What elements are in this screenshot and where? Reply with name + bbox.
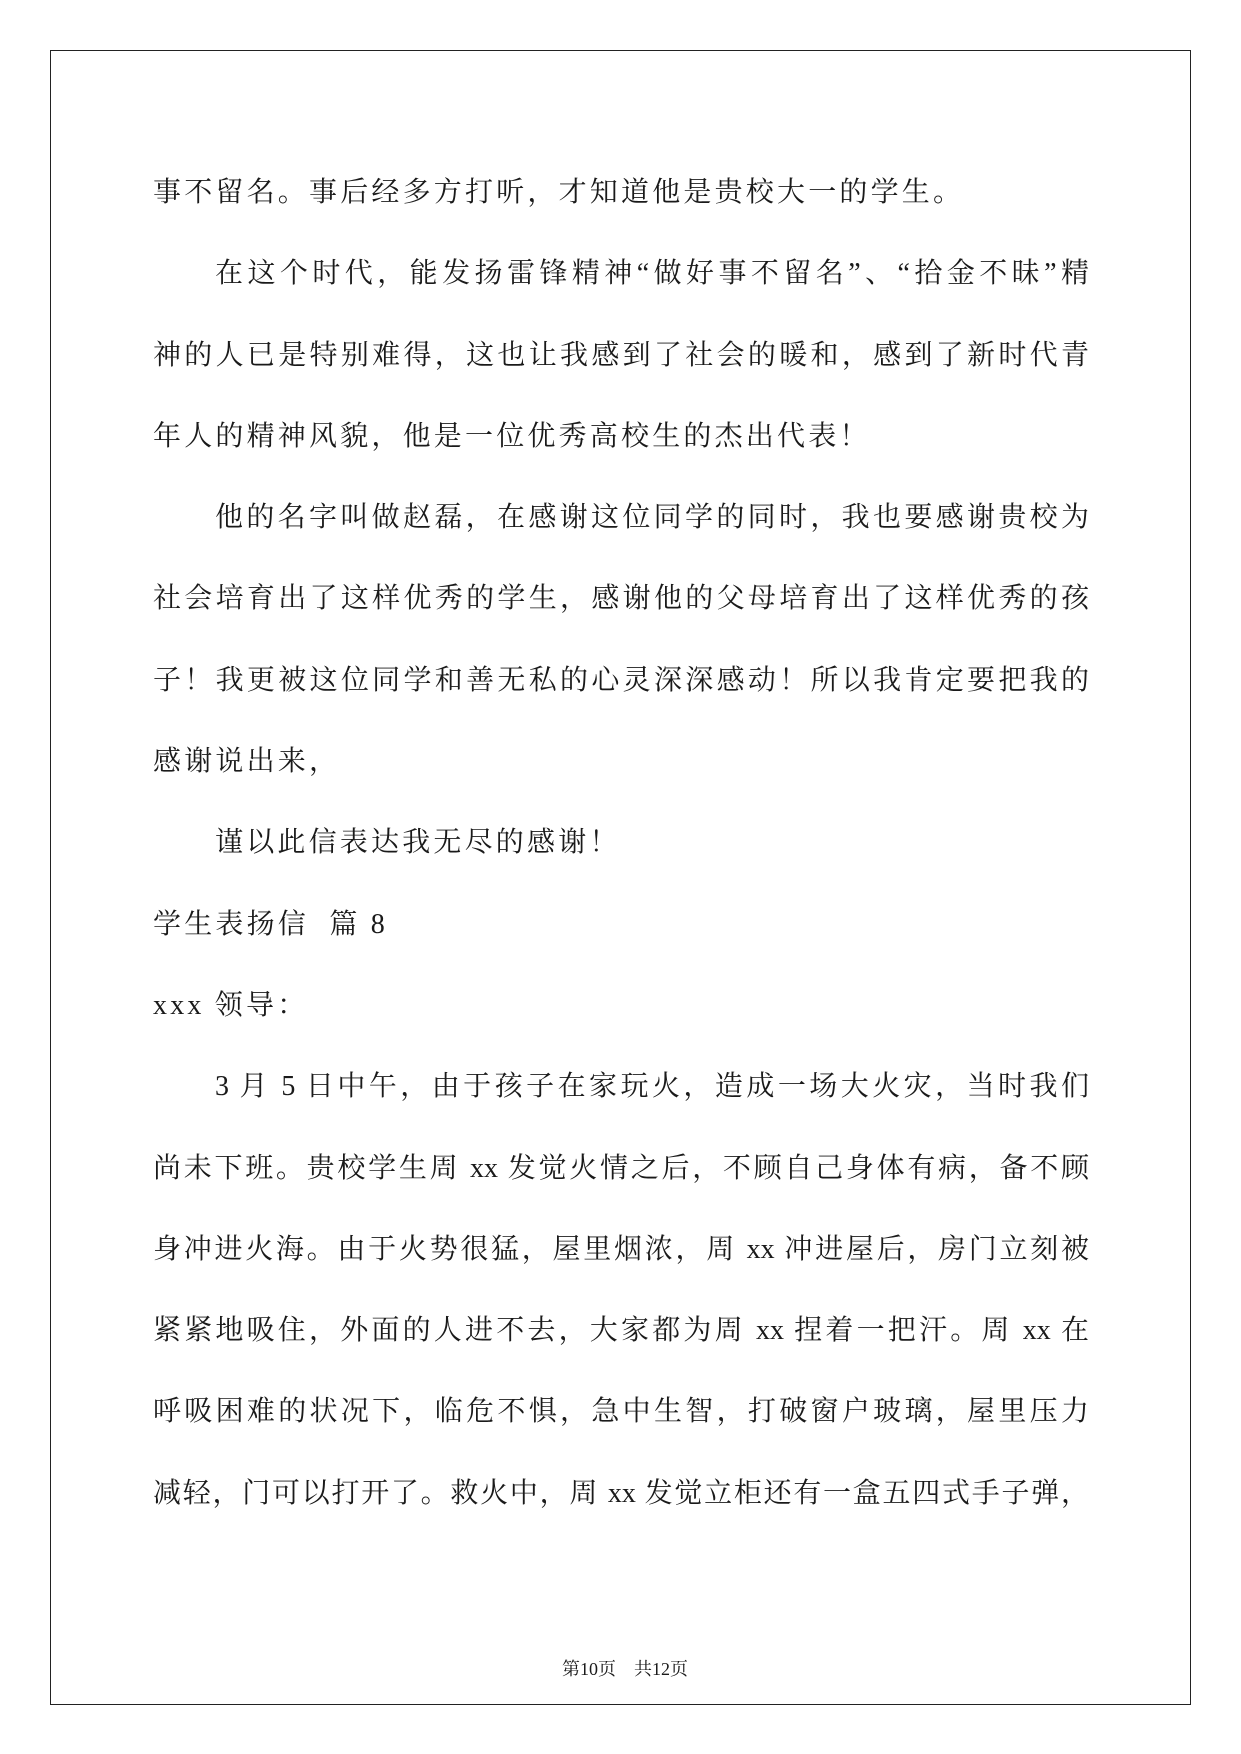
section-heading: 学生表扬信 篇 8	[153, 908, 389, 940]
body-line: 子！我更被这位同学和善无私的心灵深深感动！所以我肯定要把我的	[153, 664, 1089, 696]
document-body	[153, 152, 1089, 1534]
body-line: 年人的精神风貌，他是一位优秀高校生的杰出代表！	[153, 420, 871, 452]
body-line: 神的人已是特别难得，这也让我感到了社会的暖和，感到了新时代青	[153, 339, 1089, 371]
body-line: 感谢说出来，	[153, 746, 341, 778]
body-line: 紧紧地吸住，外面的人进不去，大家都为周 xx 捏着一把汗。周 xx 在	[153, 1315, 1089, 1347]
body-line: 事不留名。事后经多方打听，才知道他是贵校大一的学生。	[153, 177, 965, 208]
page-total: 共12页	[634, 1659, 688, 1679]
body-line: 社会培育出了这样优秀的学生，感谢他的父母培育出了这样优秀的孩	[153, 583, 1089, 615]
paragraph-first-line: 他的名字叫做赵磊，在感谢这位同学的同时，我也要感谢贵校为	[215, 502, 1089, 534]
body-line: 呼吸困难的状况下，临危不惧，急中生智，打破窗户玻璃，屋里压力	[153, 1396, 1089, 1428]
paragraph-first-line: 谨以此信表达我无尽的感谢！	[215, 827, 621, 859]
page-number: 第10页	[562, 1659, 616, 1679]
page-footer	[0, 1627, 1241, 1683]
body-line: 尚未下班。贵校学生周 xx 发觉火情之后，不顾自己身体有病，备不顾	[153, 1152, 1089, 1184]
body-line: 减轻，门可以打开了。救火中，周 xx 发觉立柜还有一盒五四式手子弹，	[153, 1477, 1089, 1509]
letter-salutation: xxx 领导：	[153, 989, 309, 1021]
body-line: 身冲进火海。由于火势很猛，屋里烟浓，周 xx 冲进屋后，房门立刻被	[153, 1233, 1089, 1265]
paragraph-first-line: 在这个时代，能发扬雷锋精神“做好事不留名”、“拾金不昧”精	[215, 258, 1089, 290]
paragraph-first-line: 3 月 5 日中午，由于孩子在家玩火，造成一场大火灾，当时我们	[215, 1071, 1089, 1103]
